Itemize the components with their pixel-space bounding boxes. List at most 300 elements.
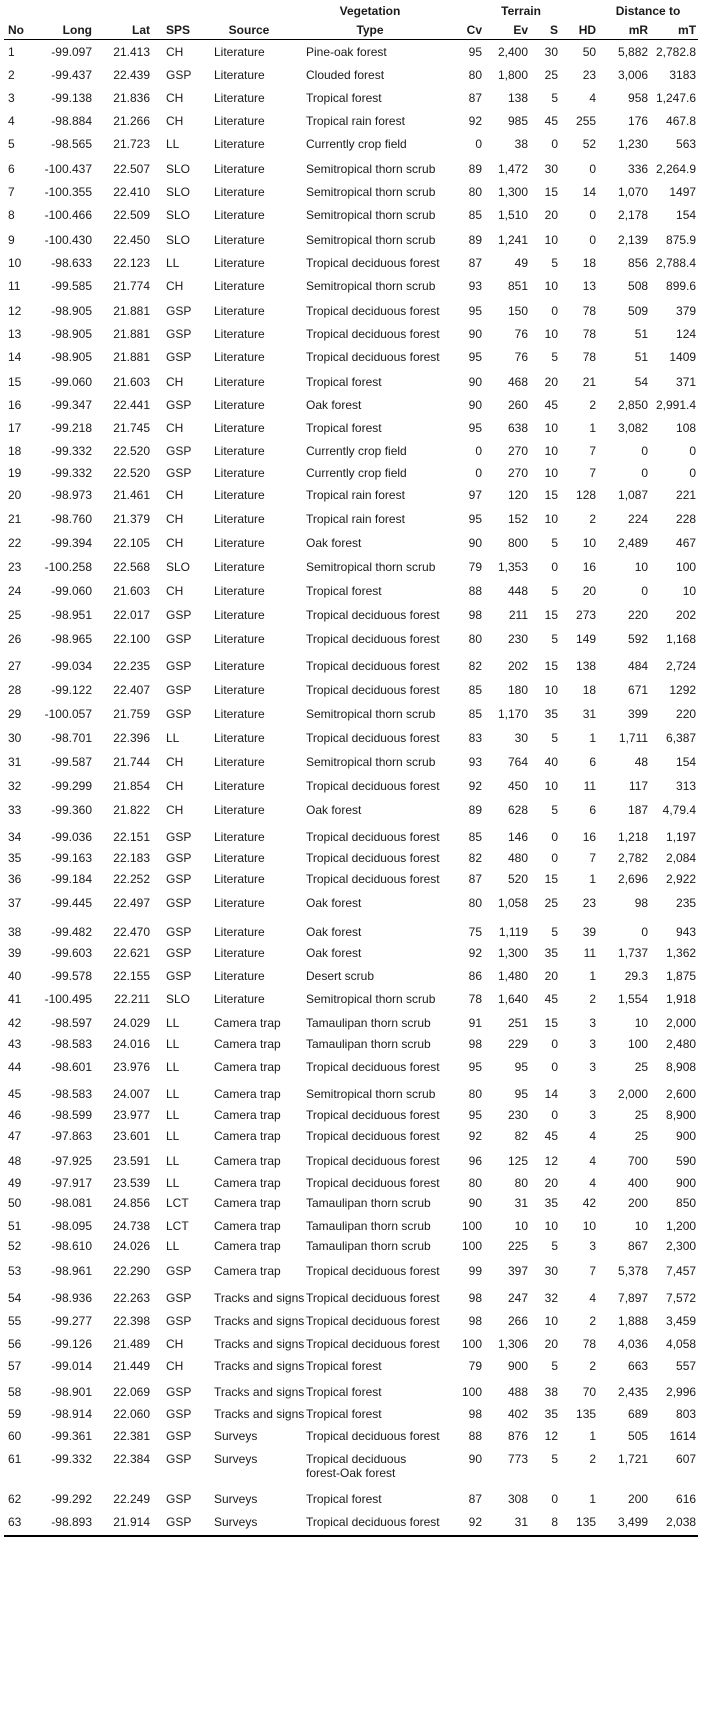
cell-sps: CH xyxy=(166,374,184,389)
cell-source: Literature xyxy=(214,511,265,526)
cell-hd: 16 xyxy=(582,559,597,574)
cell-cv: 91 xyxy=(468,1015,482,1030)
cell-cv: 85 xyxy=(468,207,482,222)
cell-source: Literature xyxy=(214,397,265,412)
cell-long: -99.332 xyxy=(51,443,92,458)
cell-ev: 1,306 xyxy=(497,1336,528,1351)
cell-type: Tropical deciduous forest xyxy=(306,1336,440,1351)
cell-ev: 876 xyxy=(507,1428,528,1443)
cell-cv: 88 xyxy=(468,583,482,598)
cell-long: -98.965 xyxy=(51,631,92,646)
cell-lat: 22.252 xyxy=(113,871,150,886)
cell-mt: 371 xyxy=(676,374,697,389)
cell-hd: 1 xyxy=(589,1428,597,1443)
cell-s: 30 xyxy=(544,45,558,59)
cell-type: Semitropical thorn scrub xyxy=(306,232,436,247)
cell-no: 44 xyxy=(8,1059,22,1074)
cell-mr: 2,435 xyxy=(618,1384,649,1399)
cell-sps: GSP xyxy=(166,303,192,318)
cell-lat: 24.029 xyxy=(113,1015,150,1030)
cell-lat: 21.266 xyxy=(113,113,150,128)
cell-hd: 42 xyxy=(582,1195,597,1210)
cell-mt: 202 xyxy=(676,607,697,622)
cell-hd: 7 xyxy=(589,1263,597,1278)
cell-type: Tamaulipan thorn scrub xyxy=(306,1218,431,1233)
cell-s: 12 xyxy=(544,1153,558,1168)
cell-hd: 11 xyxy=(583,945,597,960)
cell-mr: 7,897 xyxy=(618,1290,649,1305)
cell-type: Semitropical thorn scrub xyxy=(306,184,436,199)
cell-lat: 24.856 xyxy=(113,1195,150,1210)
cell-cv: 95 xyxy=(468,1059,482,1074)
cell-sps: LL xyxy=(166,730,180,745)
cell-lat: 23.601 xyxy=(113,1128,150,1143)
cell-source: Literature xyxy=(214,829,265,844)
cell-sps: LCT xyxy=(166,1195,189,1210)
cell-cv: 0 xyxy=(475,443,482,458)
cell-sps: LL xyxy=(166,1036,180,1051)
cell-mr: 51 xyxy=(634,349,649,364)
cell-sps: CH xyxy=(166,583,184,598)
cell-long: -99.332 xyxy=(51,465,92,480)
cell-no: 25 xyxy=(8,607,22,622)
cell-sps: CH xyxy=(166,778,184,793)
cell-no: 32 xyxy=(8,778,22,793)
cell-mt: 2,996 xyxy=(666,1384,697,1399)
cell-mt: 221 xyxy=(676,487,697,502)
cell-cv: 89 xyxy=(468,161,482,176)
cell-type: Semitropical thorn scrub xyxy=(306,278,436,293)
cell-ev: 138 xyxy=(507,90,528,105)
cell-sps: CH xyxy=(166,535,184,550)
data-table xyxy=(4,2,698,1537)
cell-lat: 22.520 xyxy=(113,443,150,458)
cell-long: -98.633 xyxy=(51,255,92,270)
cell-mt: 7,457 xyxy=(666,1263,697,1278)
cell-type: Tropical deciduous forest xyxy=(306,1290,440,1305)
cell-s: 35 xyxy=(544,1195,558,1210)
cell-lat: 21.745 xyxy=(113,420,150,435)
cell-ev: 1,058 xyxy=(497,895,528,910)
cell-cv: 95 xyxy=(468,349,482,364)
cell-s: 10 xyxy=(544,511,558,526)
cell-no: 18 xyxy=(8,443,22,458)
cell-source: Camera trap xyxy=(214,1195,281,1210)
cell-cv: 89 xyxy=(468,232,482,247)
cell-no: 13 xyxy=(8,326,22,341)
cell-mr: 2,850 xyxy=(618,397,649,412)
table-row xyxy=(4,1332,698,1354)
cell-mt: 154 xyxy=(676,207,697,222)
cell-no: 63 xyxy=(4,1510,34,1536)
cell-type: Tamaulipan thorn scrub xyxy=(306,1015,431,1030)
cell-mt: 1,200 xyxy=(666,1218,697,1233)
cell-s: 14 xyxy=(544,1086,558,1101)
cell-source: Camera trap xyxy=(214,1153,281,1168)
cell-type: Tropical deciduous forest xyxy=(306,607,440,622)
cell-ev: 764 xyxy=(507,754,528,769)
cell-long: -98.701 xyxy=(51,730,92,745)
cell-source: Literature xyxy=(214,326,265,341)
cell-long: -99.587 xyxy=(51,754,92,769)
cell-no: 41 xyxy=(8,991,22,1006)
cell-s: 0 xyxy=(551,1491,558,1506)
cell-cv: 98 xyxy=(468,1036,482,1051)
cell-sps: SLO xyxy=(166,232,191,247)
cell-hd: 128 xyxy=(576,487,597,502)
cell-no: 40 xyxy=(8,968,22,983)
cell-mt: 1,197 xyxy=(666,829,697,844)
cell-sps: SLO xyxy=(166,184,191,199)
cell-no: 36 xyxy=(8,871,22,886)
cell-hd: 7 xyxy=(589,443,597,458)
cell-hd: 11 xyxy=(583,778,597,793)
cell-type: Tropical deciduous forest xyxy=(306,326,440,341)
cell-no: 7 xyxy=(8,184,15,199)
cell-long: -99.126 xyxy=(51,1336,92,1351)
cell-cv: 100 xyxy=(461,1384,482,1399)
cell-type: Semitropical thorn scrub xyxy=(306,706,436,721)
cell-mr: 0 xyxy=(641,465,649,480)
cell-hd: 273 xyxy=(576,607,597,622)
cell-mt: 1,875 xyxy=(666,968,697,983)
cell-ev: 1,353 xyxy=(497,559,528,574)
cell-hd: 2 xyxy=(589,511,597,526)
cell-long: -99.360 xyxy=(51,802,92,817)
cell-hd: 0 xyxy=(589,207,597,222)
cell-source: Literature xyxy=(214,67,265,82)
cell-lat: 22.621 xyxy=(113,945,150,960)
cell-cv: 95 xyxy=(468,1107,482,1122)
cell-s: 25 xyxy=(544,895,558,910)
cell-mr: 10 xyxy=(634,1015,649,1030)
cell-mr: 5,378 xyxy=(618,1263,649,1278)
cell-type: Tropical forest xyxy=(306,420,382,435)
cell-type: Oak forest xyxy=(306,924,362,939)
cell-lat: 21.759 xyxy=(113,706,150,721)
table-row xyxy=(4,416,698,439)
cell-long: -100.437 xyxy=(44,161,92,176)
cell-hd: 2 xyxy=(589,397,597,412)
cell-cv: 82 xyxy=(468,658,482,673)
cell-lat: 21.744 xyxy=(113,754,150,769)
cell-cv: 90 xyxy=(468,1195,482,1210)
cell-source: Tracks and signs xyxy=(214,1384,305,1399)
cell-cv: 85 xyxy=(468,682,482,697)
cell-mt: 557 xyxy=(676,1358,697,1373)
cell-mt: 803 xyxy=(676,1406,697,1421)
cell-lat: 21.413 xyxy=(113,45,150,59)
cell-ev: 152 xyxy=(507,511,528,526)
cell-mt: 4,79.4 xyxy=(662,802,697,817)
cell-hd: 7 xyxy=(589,465,597,480)
cell-hd: 1 xyxy=(589,871,597,886)
cell-mt: 2,788.4 xyxy=(656,255,697,270)
cell-ev: 260 xyxy=(507,397,528,412)
cell-long: -100.466 xyxy=(44,207,92,222)
cell-source: Literature xyxy=(214,658,265,673)
cell-type: Tropical deciduous forest xyxy=(306,303,440,318)
cell-long: -99.138 xyxy=(51,90,92,105)
cell-ev: 480 xyxy=(507,850,528,865)
cell-source: Camera trap xyxy=(214,1086,281,1101)
cell-type: Tropical deciduous forest xyxy=(306,1263,440,1278)
cell-hd: 18 xyxy=(582,255,597,270)
cell-cv: 75 xyxy=(468,924,482,939)
cell-mt: 875.9 xyxy=(666,232,697,247)
cell-mr: 0 xyxy=(641,443,649,458)
cell-s: 10 xyxy=(544,778,558,793)
cell-mt: 10 xyxy=(682,583,697,598)
cell-lat: 22.441 xyxy=(113,397,150,412)
cell-cv: 90 xyxy=(468,397,482,412)
cell-mr: 400 xyxy=(628,1175,649,1190)
cell-no: 54 xyxy=(8,1290,22,1305)
cell-long: -100.430 xyxy=(44,232,92,247)
cell-long: -99.097 xyxy=(51,45,92,59)
cell-long: -99.482 xyxy=(51,924,92,939)
cell-source: Literature xyxy=(214,420,265,435)
cell-long: -98.610 xyxy=(51,1238,92,1253)
cell-sps: GSP xyxy=(166,67,192,82)
cell-cv: 95 xyxy=(468,511,482,526)
cell-mr: 509 xyxy=(628,303,649,318)
cell-s: 0 xyxy=(551,850,558,865)
cell-mr: 10 xyxy=(634,559,649,574)
cell-hd: 78 xyxy=(582,349,597,364)
cell-hd: 14 xyxy=(582,184,597,199)
cell-no: 43 xyxy=(8,1036,22,1051)
cell-long: -98.893 xyxy=(34,1510,94,1536)
cell-mr: 700 xyxy=(628,1153,649,1168)
cell-hd: 20 xyxy=(582,583,597,598)
cell-mt: 1,168 xyxy=(666,631,697,646)
cell-mr: 200 xyxy=(628,1491,649,1506)
header-column-row xyxy=(4,20,698,40)
header-long: Long xyxy=(34,20,94,40)
cell-ev: 247 xyxy=(507,1290,528,1305)
cell-lat: 21.914 xyxy=(94,1510,152,1536)
table-row xyxy=(4,483,698,507)
cell-source: Literature xyxy=(214,349,265,364)
cell-source: Literature xyxy=(214,232,265,247)
cell-long: -99.163 xyxy=(51,850,92,865)
cell-source: Tracks and signs xyxy=(214,1290,305,1305)
cell-s: 45 xyxy=(544,1128,558,1143)
cell-s: 20 xyxy=(544,374,558,389)
cell-mt: 1292 xyxy=(669,682,697,697)
table-row xyxy=(4,1011,698,1032)
cell-hd: 23 xyxy=(582,895,597,910)
cell-ev: 251 xyxy=(507,1015,528,1030)
cell-s: 35 xyxy=(544,945,558,960)
cell-long: -99.218 xyxy=(51,420,92,435)
cell-cv: 92 xyxy=(468,778,482,793)
table-row xyxy=(4,891,698,920)
cell-mt: 616 xyxy=(676,1491,697,1506)
cell-type: Tropical forest xyxy=(306,374,382,389)
cell-no: 30 xyxy=(8,730,22,745)
cell-sps: GSP xyxy=(166,895,192,910)
cell-hd: 7 xyxy=(589,850,597,865)
cell-hd: 2 xyxy=(589,991,597,1006)
cell-lat: 22.235 xyxy=(113,658,150,673)
cell-long: -98.905 xyxy=(51,303,92,318)
cell-long: -100.355 xyxy=(44,184,92,199)
cell-s: 5 xyxy=(551,1451,558,1466)
cell-mr: 187 xyxy=(628,802,649,817)
cell-sps: GSP xyxy=(166,326,192,341)
cell-cv: 98 xyxy=(468,1290,482,1305)
cell-s: 5 xyxy=(551,535,558,550)
cell-no: 56 xyxy=(8,1336,22,1351)
cell-ev: 146 xyxy=(507,829,528,844)
table-row xyxy=(4,345,698,370)
cell-cv: 97 xyxy=(468,487,482,502)
cell-s: 38 xyxy=(544,1384,558,1399)
cell-cv: 95 xyxy=(468,420,482,435)
cell-mt: 7,572 xyxy=(666,1290,697,1305)
header-group-vegetation: Vegetation xyxy=(339,4,401,18)
cell-s: 0 xyxy=(551,136,558,151)
cell-sps: GSP xyxy=(166,349,192,364)
cell-hd: 4 xyxy=(589,1175,597,1190)
cell-long: -98.095 xyxy=(51,1218,92,1233)
cell-hd: 4 xyxy=(589,1128,597,1143)
cell-s: 30 xyxy=(544,1263,558,1278)
cell-long: -98.597 xyxy=(51,1015,92,1030)
cell-cv: 90 xyxy=(468,326,482,341)
cell-no: 11 xyxy=(8,278,21,293)
cell-hd: 23 xyxy=(582,67,597,82)
table-row xyxy=(4,987,698,1011)
cell-sps: CH xyxy=(166,420,184,435)
cell-type: Tropical deciduous forest xyxy=(306,658,440,673)
cell-mt: 313 xyxy=(676,778,697,793)
cell-no: 46 xyxy=(8,1107,22,1122)
cell-mr: 200 xyxy=(628,1195,649,1210)
cell-source: Literature xyxy=(214,255,265,270)
cell-type: Tropical deciduous forest xyxy=(306,1428,440,1443)
cell-ev: 95 xyxy=(514,1059,528,1074)
cell-cv: 90 xyxy=(468,1451,482,1466)
cell-no: 53 xyxy=(8,1263,22,1278)
cell-hd: 4 xyxy=(589,1153,597,1168)
cell-ev: 10 xyxy=(514,1218,528,1233)
cell-type: Tamaulipan thorn scrub xyxy=(306,1036,431,1051)
cell-mt: 2,038 xyxy=(650,1510,698,1536)
cell-ev: 520 xyxy=(507,871,528,886)
cell-sps: GSP xyxy=(166,924,192,939)
cell-hd: 16 xyxy=(582,829,597,844)
cell-hd: 13 xyxy=(582,278,597,293)
cell-type: Clouded forest xyxy=(306,67,385,82)
cell-type: Tropical deciduous forest xyxy=(306,1313,440,1328)
cell-lat: 22.398 xyxy=(113,1313,150,1328)
cell-mt: 4,058 xyxy=(666,1336,697,1351)
cell-ev: 1,640 xyxy=(497,991,528,1006)
cell-no: 59 xyxy=(8,1406,22,1421)
cell-source: Camera trap xyxy=(214,1128,281,1143)
cell-cv: 100 xyxy=(461,1336,482,1351)
cell-sps: LCT xyxy=(166,1218,189,1233)
cell-cv: 80 xyxy=(468,184,482,199)
cell-mr: 29.3 xyxy=(624,968,649,983)
cell-s: 0 xyxy=(551,303,558,318)
cell-mt: 6,387 xyxy=(666,730,697,745)
cell-long: -97.863 xyxy=(51,1128,92,1143)
cell-long: -98.961 xyxy=(51,1263,92,1278)
cell-ev: 1,480 xyxy=(497,968,528,983)
cell-type: Oak forest xyxy=(306,802,362,817)
cell-mt: 3,459 xyxy=(666,1313,697,1328)
header-ev: Ev xyxy=(484,20,530,40)
cell-no: 52 xyxy=(8,1238,22,1253)
cell-type: Tropical deciduous forest xyxy=(296,1510,444,1536)
cell-mt: 8,900 xyxy=(666,1107,697,1122)
cell-lat: 21.489 xyxy=(113,1336,150,1351)
cell-cv: 0 xyxy=(475,136,482,151)
cell-lat: 21.449 xyxy=(113,1358,150,1373)
cell-mr: 2,000 xyxy=(618,1086,649,1101)
cell-source: Surveys xyxy=(214,1428,258,1443)
cell-s: 25 xyxy=(544,67,558,82)
cell-sps: CH xyxy=(166,754,184,769)
cell-s: 40 xyxy=(544,754,558,769)
table-row xyxy=(4,867,698,891)
cell-lat: 22.450 xyxy=(113,232,150,247)
cell-ev: 1,800 xyxy=(497,67,528,82)
cell-no: 33 xyxy=(8,802,22,817)
cell-lat: 22.069 xyxy=(113,1384,150,1399)
table-row xyxy=(4,299,698,322)
cell-source: Literature xyxy=(214,184,265,199)
cell-mr: 98 xyxy=(634,895,649,910)
cell-no: 49 xyxy=(8,1175,22,1190)
cell-cv: 93 xyxy=(468,278,482,293)
cell-s: 15 xyxy=(544,607,558,622)
cell-cv: 87 xyxy=(468,1491,482,1506)
cell-long: -98.905 xyxy=(51,349,92,364)
cell-no: 15 xyxy=(8,374,22,389)
cell-s: 20 xyxy=(544,1175,558,1190)
table-row xyxy=(4,507,698,531)
cell-no: 19 xyxy=(8,465,22,480)
cell-hd: 255 xyxy=(576,113,597,128)
cell-lat: 22.151 xyxy=(113,829,150,844)
cell-mt: 154 xyxy=(676,754,697,769)
cell-mt: 467 xyxy=(676,535,697,550)
cell-long: -98.599 xyxy=(51,1107,92,1122)
cell-sps: GSP xyxy=(166,945,192,960)
cell-sps: GSP xyxy=(166,658,192,673)
cell-ev: 488 xyxy=(507,1384,528,1399)
cell-cv: 95 xyxy=(468,303,482,318)
table-row xyxy=(4,1354,698,1380)
cell-source: Camera trap xyxy=(214,1059,281,1074)
cell-source: Camera trap xyxy=(214,1107,281,1122)
cell-source: Surveys xyxy=(214,1451,258,1466)
cell-lat: 22.439 xyxy=(113,67,150,82)
cell-long: -97.925 xyxy=(51,1153,92,1168)
cell-type: Tropical deciduous forest xyxy=(306,682,440,697)
cell-hd: 1 xyxy=(589,1491,597,1506)
table-row xyxy=(4,86,698,109)
cell-ev: 82 xyxy=(514,1128,528,1143)
header-no: No xyxy=(4,20,34,40)
cell-sps: GSP xyxy=(166,871,192,886)
cell-type: Currently crop field xyxy=(306,136,407,151)
